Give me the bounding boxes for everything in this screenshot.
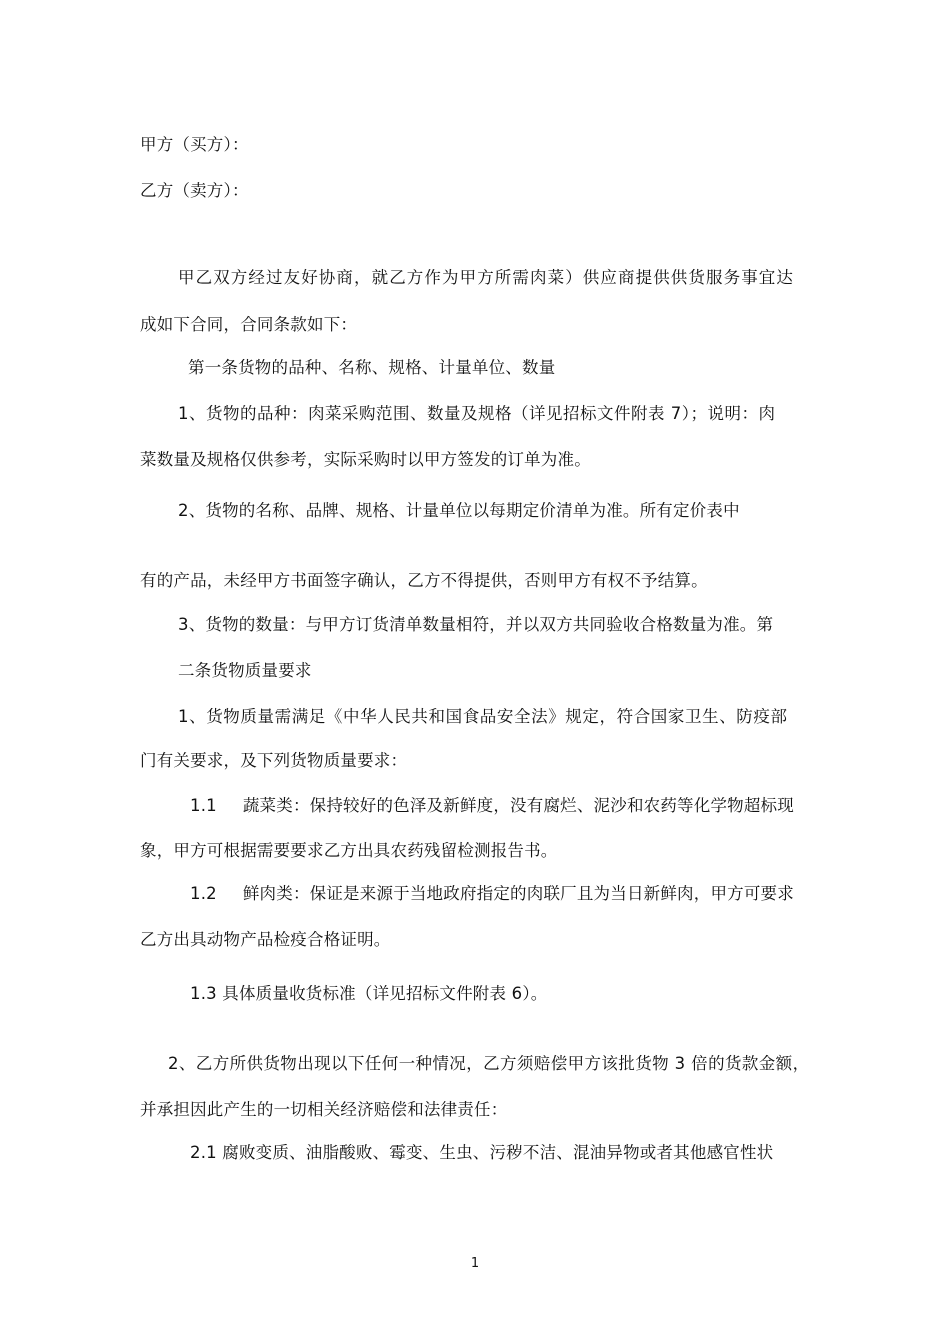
intro-paragraph-line-1: 甲乙双方经过友好协商，就乙方作为甲方所需肉菜）供应商提供供货服务事宜达: [178, 268, 794, 287]
article-2-item-2-line-1: 2、乙方所供货物出现以下任何一种情况，乙方须赔偿甲方该批货物 3 倍的货款金额，: [168, 1054, 810, 1073]
item-text: 蔬菜类：保持较好的色泽及新鲜度，没有腐烂、泥沙和农药等化学物超标现: [242, 796, 794, 815]
article-1-item-2-line-1: 2、货物的名称、品牌、规格、计量单位以每期定价清单为准。所有定价表中: [178, 501, 740, 520]
article-2-item-1-1: [190, 795, 794, 817]
intro-paragraph-line-2: 成如下合同，合同条款如下：: [140, 315, 358, 334]
article-2-item-2-line-2: 并承担因此产生的一切相关经济赔偿和法律责任：: [140, 1100, 508, 1119]
article-2-item-1-2-line-2: 乙方出具动物产品检疫合格证明。: [140, 930, 391, 949]
article-2-item-1-1-line-2: 象，甲方可根据需要要求乙方出具农药残留检测报告书。: [140, 841, 558, 860]
article-2-item-1-3: 1.3 具体质量收货标准（详见招标文件附表 6）。: [190, 984, 548, 1003]
article-1-title: 第一条货物的品种、名称、规格、计量单位、数量: [188, 358, 556, 377]
page-number: 1: [470, 1256, 480, 1271]
article-2-item-2-1: 2.1 腐败变质、油脂酸败、霉变、生虫、污秽不洁、混油异物或者其他感官性状: [190, 1143, 774, 1162]
article-1-item-3-line-1: 3、货物的数量：与甲方订货清单数量相符，并以双方共同验收合格数量为准。第: [178, 615, 774, 634]
article-1-item-1-line-1: 1、货物的品种：肉菜采购范围、数量及规格（详见招标文件附表 7）；说明：肉: [178, 404, 776, 423]
article-1-item-2-line-2: 有的产品，未经甲方书面签字确认，乙方不得提供，否则甲方有权不予结算。: [140, 571, 708, 590]
party-b-label: 乙方（卖方）：: [140, 181, 249, 200]
article-2-item-1-2: [190, 883, 794, 905]
article-2-title: 二条货物质量要求: [178, 661, 312, 680]
party-a-label: 甲方（买方）：: [140, 135, 249, 154]
article-1-item-1-line-2: 菜数量及规格仅供参考，实际采购时以甲方签发的订单为准。: [140, 450, 591, 469]
item-number: 1.2: [190, 884, 217, 903]
article-2-item-1-line-2: 门有关要求，及下列货物质量要求：: [140, 751, 408, 770]
item-text: 鲜肉类：保证是来源于当地政府指定的肉联厂且为当日新鲜肉，甲方可要求: [242, 884, 794, 903]
article-2-item-1-line-1: 1、货物质量需满足《中华人民共和国食品安全法》规定，符合国家卫生、防疫部: [178, 707, 788, 726]
item-number: 1.1: [190, 796, 217, 815]
